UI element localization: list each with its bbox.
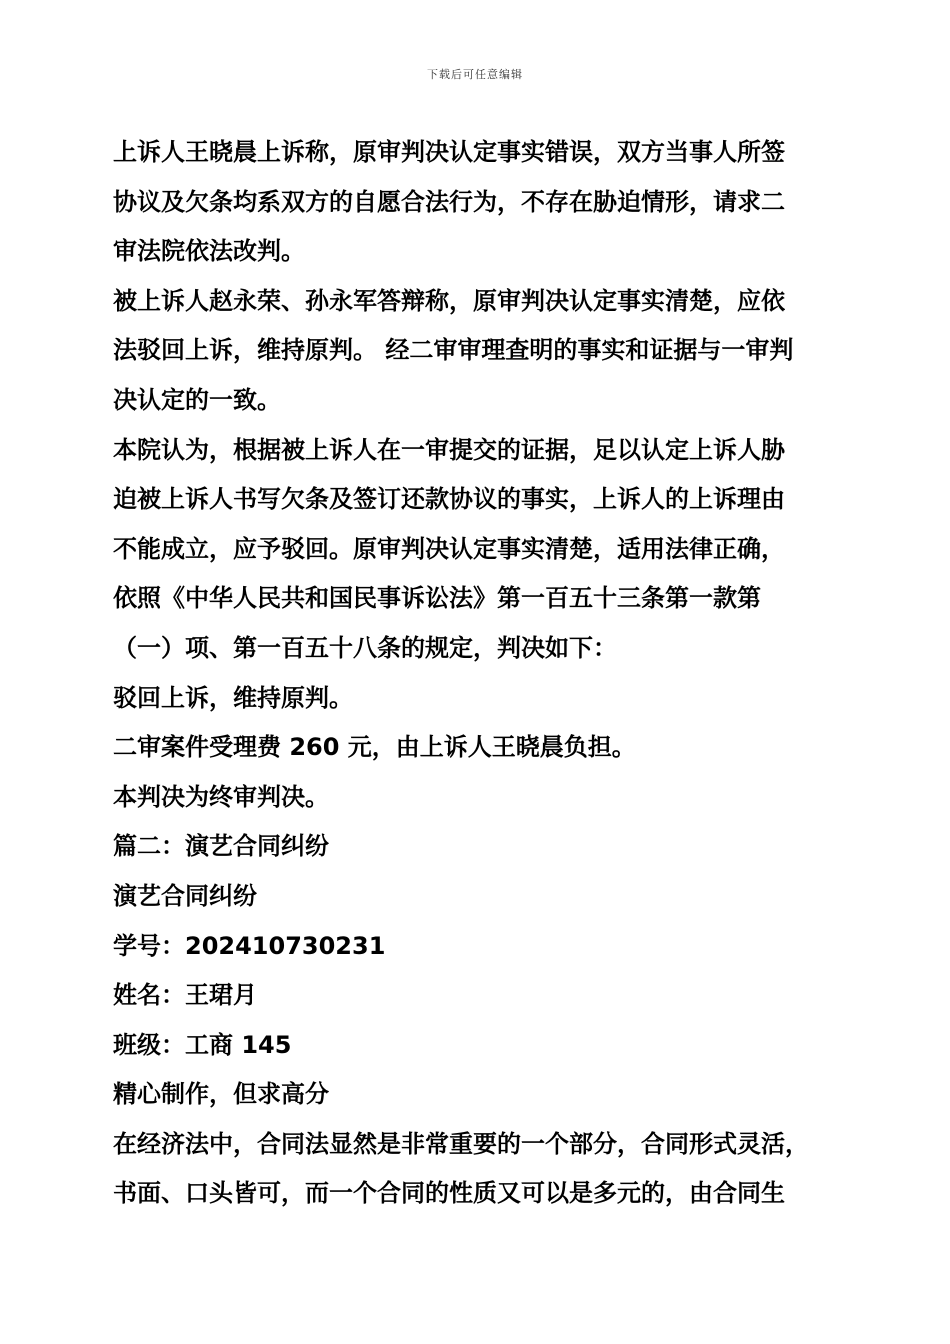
text-line: 审法院依法改判。 bbox=[113, 237, 305, 266]
student-class: 班级：工商 145 bbox=[113, 1030, 292, 1059]
text-line: 协议及欠条均系双方的自愿合法行为，不存在胁迫情形，请求二 bbox=[113, 187, 785, 216]
text-line: 上诉人王晓晨上诉称，原审判决认定事实错误，双方当事人所签 bbox=[113, 138, 785, 166]
page-header: 下载后可任意编辑 bbox=[427, 68, 523, 81]
text-line: 决认定的一致。 bbox=[113, 385, 281, 414]
text-line: 在经济法中，合同法显然是非常重要的一个部分，合同形式灵活， bbox=[113, 1129, 809, 1158]
essay-title: 演艺合同纠纷 bbox=[113, 881, 257, 910]
text-line: 迫被上诉人书写欠条及签订还款协议的事实，上诉人的上诉理由 bbox=[113, 485, 785, 514]
text-line: 法驳回上诉，维持原判。 经二审审理查明的事实和证据与一审判 bbox=[113, 336, 794, 365]
text-line: （一）项、第一百五十八条的规定，判决如下： bbox=[113, 633, 617, 662]
document-body bbox=[113, 128, 853, 1219]
text-line: 不能成立，应予驳回。原审判决认定事实清楚，适用法律正确， bbox=[113, 534, 785, 563]
student-id: 学号：202410730231 bbox=[113, 931, 386, 960]
text-line: 本院认为，根据被上诉人在一审提交的证据，足以认定上诉人胁 bbox=[113, 435, 785, 464]
student-name: 姓名：王珺月 bbox=[113, 981, 257, 1010]
text-line: 本判决为终审判决。 bbox=[113, 782, 329, 811]
text-line: 驳回上诉，维持原判。 bbox=[113, 683, 353, 712]
section-heading: 篇二：演艺合同纠纷 bbox=[113, 832, 329, 861]
text-line: 被上诉人赵永荣、孙永军答辩称，原审判决认定事实清楚，应依 bbox=[113, 286, 785, 315]
text-line: 二审案件受理费 260 元，由上诉人王晓晨负担。 bbox=[113, 733, 636, 762]
text-line: 书面、口头皆可，而一个合同的性质又可以是多元的，由合同生 bbox=[113, 1179, 785, 1208]
text-line: 依照《中华人民共和国民事诉讼法》第一百五十三条第一款第 bbox=[113, 584, 761, 613]
essay-motto: 精心制作，但求高分 bbox=[113, 1080, 329, 1109]
